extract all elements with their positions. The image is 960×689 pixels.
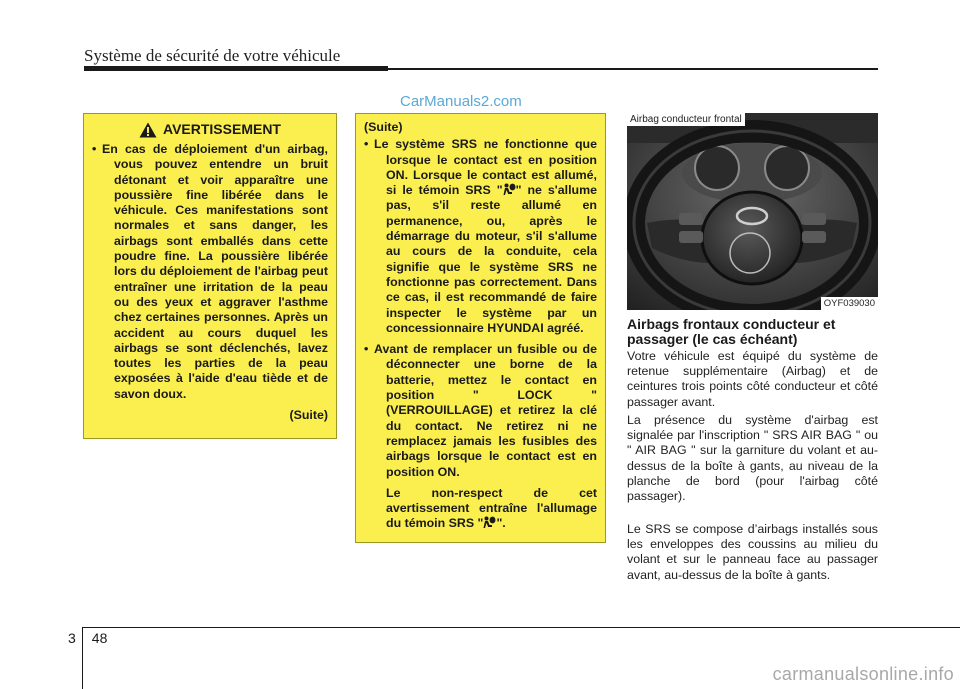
noncompliance-text-b: ". [496,516,506,531]
steering-wheel-photo [627,113,878,310]
steering-wheel-illustration [627,113,878,310]
warning-triangle-icon [139,122,157,138]
srs-airbag-icon [483,516,496,529]
srs-bullet-text [374,137,597,336]
warning-header [92,122,328,138]
srs-bullet [364,137,597,336]
warning-bullet-text: • En cas de déploiement d'un airbag, vous pouvez entendre un bruit détonant et voir apparaître une poussière fine libérée dans le véhicule. Ces manifestations sont normales et sans danger, les airbags sont emballés dans cette poudre fine. La poussière libérée lors du déploiement de l'airbag peut entraîner une irritation de la peau ou des yeux et aggraver l'asthme chez certaines personnes. Après un accident au cours duquel les airbags se sont déclenchés, lavez toutes les parties de la peau exposées à l'aide d'eau tiède et de savon doux. [102,142,328,401]
body-paragraph-1: Votre véhicule est équipé du système de retenue supplémentaire (Airbag) et de ceintures trois points côté conducteur et côté passager avant. [627,349,878,409]
srs-bullet-text-a: Le système SRS ne fonctionne que lorsque le contact est en position ON. Lorsque le contact est allumé, si le témoin SRS " [374,137,597,198]
footer-rule [82,627,960,628]
srs-airbag-icon [503,183,516,196]
page-header-title: Système de sécurité de votre véhicule [84,46,341,65]
body-paragraph-2: La présence du système d'airbag est signalée par l'inscription " SRS AIR BAG " ou " AIR BAG " sur la garniture du volant et au-dessus de la boîte à gants, au niveau de la planche de bord (pour l'airbag côté passager). [627,413,878,504]
header-rule-thick [84,66,388,71]
body-paragraph-3: Le SRS se compose d’airbags installés sous les enveloppes des coussins au milieu du volant et sur le panneau face au passager avant, au-dessus de la boîte à gants. [627,522,878,582]
fuse-bullet-text: • Avant de remplacer un fusible ou de déconnecter une borne de la batterie, mettez le contact en position " LOCK " (VERROUILLAGE) et retirez la clé du contact. Ne retirez ni ne remplacez jamais les fusibles des airbags lorsque le contact est en position ON. [374,342,597,479]
photo-caption: Airbag conducteur frontal [627,113,745,126]
watermark-bottom: carmanualsonline.info [772,664,954,684]
suite-label: (Suite) [289,408,328,423]
page-number-value: 48 [91,630,108,646]
photo-code: OYF039030 [821,297,878,310]
noncompliance-paragraph [364,486,597,532]
section-number: 3 [68,630,76,646]
fuse-bullet [364,342,597,480]
header-rule-thin [388,68,878,70]
warning-bullet [92,142,328,402]
continued-warning-box [355,113,606,543]
warning-title: AVERTISSEMENT [163,121,281,138]
srs-bullet-text-b: " ne s'allume pas, s'il reste allumé en permanence, ou, après le démarrage du moteur, s'il s'allume au cours de la conduite, cela signifie que le système SRS ne fonctionne pas correctement. Dans ce cas, il est recommandé de faire inspecter le système par un concessionnaire HYUNDAI agréé. [386,183,597,335]
watermark-top: CarManuals2.com [400,93,522,110]
noncompliance-text-a: Le non-respect de cet avertissement entraîne l'allumage du témoin SRS " [386,485,597,531]
suite-heading: (Suite) [364,120,403,134]
section-heading: Airbags frontaux conducteur et passager (le cas échéant) [627,316,836,347]
page-number [68,630,107,646]
warning-box [83,113,337,439]
